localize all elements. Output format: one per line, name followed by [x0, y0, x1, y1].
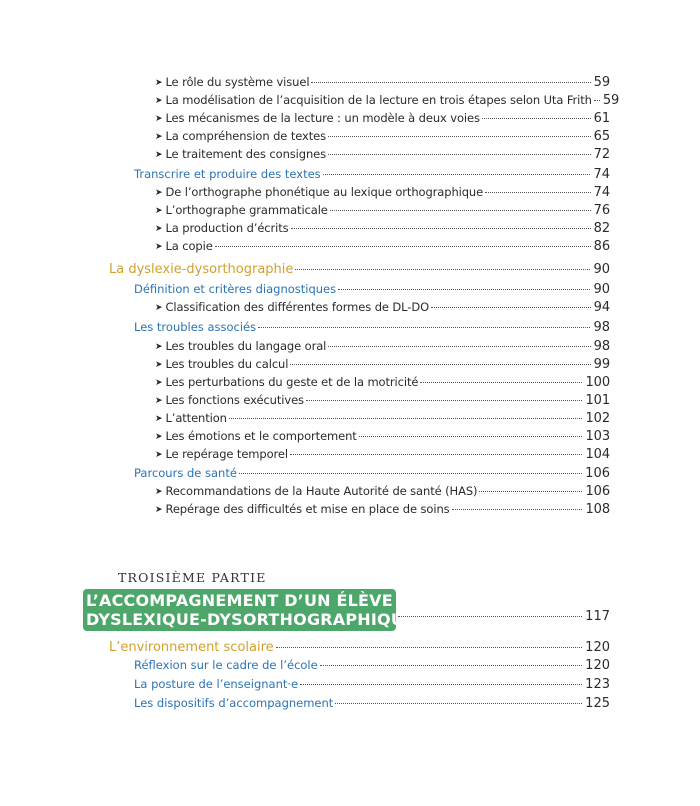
toc-entry-title: Repérage des difficultés et mise en place de soins — [165, 502, 450, 516]
toc-entry-page: 94 — [593, 300, 610, 315]
toc-entry-title: La copie — [165, 239, 213, 253]
toc-entry-page: 74 — [593, 185, 610, 200]
toc-entry-page: 100 — [585, 375, 610, 390]
arrow-right-icon: ➤ — [155, 487, 163, 497]
leader-dots — [452, 509, 583, 510]
toc-chapter-page: 120 — [585, 640, 610, 655]
toc-entry-page: 72 — [593, 147, 610, 162]
arrow-right-icon: ➤ — [155, 505, 163, 515]
toc-section-title: Définition et critères diagnostiques — [134, 282, 337, 296]
toc-entry-title: Le repérage temporel — [165, 447, 288, 461]
leader-dots — [431, 307, 591, 308]
arrow-right-icon: ➤ — [155, 432, 163, 442]
arrow-right-icon: ➤ — [155, 378, 163, 388]
arrow-right-icon: ➤ — [155, 224, 163, 234]
arrow-right-icon: ➤ — [155, 360, 163, 370]
toc-entry[interactable] — [155, 429, 610, 444]
leader-dots — [323, 174, 591, 175]
leader-dots — [311, 82, 590, 83]
toc-entry-title: Le rôle du système visuel — [165, 75, 310, 89]
leader-dots — [320, 665, 582, 666]
toc-entry[interactable] — [155, 300, 610, 315]
toc-section[interactable] — [134, 696, 610, 711]
toc-entry[interactable] — [155, 75, 610, 90]
toc-entry[interactable] — [155, 393, 610, 408]
leader-dots — [276, 647, 583, 648]
toc-section-troubles[interactable] — [134, 320, 610, 335]
leader-dots — [359, 436, 583, 437]
toc-entry-page: 76 — [593, 203, 610, 218]
toc-entry-title: Le traitement des consignes — [165, 147, 326, 161]
toc-entry-title: Les perturbations du geste et de la motricité — [165, 375, 419, 389]
toc-entry-page: 103 — [585, 429, 610, 444]
arrow-right-icon: ➤ — [155, 96, 163, 106]
toc-section-title: Parcours de santé — [134, 466, 237, 480]
toc-entry-title: Les mécanismes de la lecture : un modèle à deux voies — [165, 111, 480, 125]
toc-entry-page: 104 — [585, 447, 610, 462]
toc-entry-page: 106 — [585, 484, 610, 499]
leader-dots — [295, 269, 590, 270]
toc-entry-title: Classification des différentes formes de DL-DO — [165, 300, 430, 314]
leader-dots — [330, 210, 591, 211]
leader-dots — [290, 364, 590, 365]
toc-entry-page: 59 — [593, 75, 610, 90]
toc-section-definition[interactable] — [134, 282, 610, 297]
toc-entry-title: Les fonctions exécutives — [165, 393, 304, 407]
toc-section-page: 74 — [593, 167, 610, 182]
arrow-right-icon: ➤ — [155, 303, 163, 313]
toc-entry[interactable] — [155, 221, 610, 236]
leader-dots — [335, 703, 582, 704]
arrow-right-icon: ➤ — [155, 450, 163, 460]
toc-entry[interactable] — [155, 93, 620, 108]
leader-dots — [229, 418, 583, 419]
leader-dots — [398, 616, 582, 617]
leader-dots — [482, 118, 591, 119]
toc-entry-page: 61 — [593, 111, 610, 126]
toc-chapter-page: 90 — [593, 262, 610, 277]
leader-dots — [291, 228, 591, 229]
toc-section[interactable] — [134, 677, 610, 692]
arrow-right-icon: ➤ — [155, 150, 163, 160]
toc-entry-page: 102 — [585, 411, 610, 426]
toc-entry[interactable] — [155, 239, 610, 254]
toc-entry-page: 65 — [593, 129, 610, 144]
toc-entry-title: Les émotions et le comportement — [165, 429, 357, 443]
toc-entry[interactable] — [155, 411, 610, 426]
toc-chapter-environnement[interactable] — [109, 640, 610, 655]
toc-chapter-dyslexie[interactable] — [109, 262, 610, 277]
leader-dots — [328, 154, 591, 155]
toc-section-page: 106 — [585, 466, 610, 481]
toc-entry[interactable] — [155, 203, 610, 218]
toc-entry[interactable] — [155, 447, 610, 462]
leader-dots — [485, 192, 591, 193]
toc-entry-page: 82 — [593, 221, 610, 236]
toc-entry-page: 99 — [593, 357, 610, 372]
toc-section-title: La posture de l’enseignant·e — [134, 677, 299, 691]
toc-entry-title: L’orthographe grammaticale — [165, 203, 328, 217]
toc-section-title: Réflexion sur le cadre de l’école — [134, 658, 318, 672]
toc-entry-page: 101 — [585, 393, 610, 408]
leader-dots — [300, 684, 582, 685]
toc-part-page: 117 — [585, 609, 610, 624]
arrow-right-icon: ➤ — [155, 78, 163, 88]
toc-entry-page: 86 — [593, 239, 610, 254]
arrow-right-icon: ➤ — [155, 396, 163, 406]
toc-entry-page: 98 — [593, 339, 610, 354]
leader-dots — [479, 491, 582, 492]
toc-entry-page: 59 — [602, 93, 620, 108]
toc-entry-title: La production d’écrits — [165, 221, 289, 235]
toc-section-page: 123 — [585, 677, 610, 692]
toc-entry-title: Les troubles du calcul — [165, 357, 289, 371]
leader-dots — [594, 100, 600, 101]
leader-dots — [420, 382, 582, 383]
toc-section-page: 120 — [585, 658, 610, 673]
toc-entry-title: La modélisation de l’acquisition de la lecture en trois étapes selon Uta Frith — [165, 93, 592, 107]
part-label: TROISIÈME PARTIE — [118, 570, 267, 585]
arrow-right-icon: ➤ — [155, 342, 163, 352]
arrow-right-icon: ➤ — [155, 188, 163, 198]
toc-section-title: Les troubles associés — [134, 320, 257, 334]
arrow-right-icon: ➤ — [155, 206, 163, 216]
arrow-right-icon: ➤ — [155, 414, 163, 424]
toc-section-title: Les dispositifs d’accompagnement — [134, 696, 334, 710]
toc-entry[interactable] — [155, 111, 610, 126]
leader-dots — [328, 346, 590, 347]
toc-entry[interactable] — [155, 375, 610, 390]
toc-entry-page: 108 — [585, 502, 610, 517]
toc-chapter-title: L’environnement scolaire — [109, 640, 274, 655]
toc-entry[interactable] — [155, 484, 610, 499]
toc-part-page-line[interactable] — [396, 609, 610, 624]
toc-entry[interactable] — [155, 339, 610, 354]
toc-section-transcrire[interactable] — [134, 167, 610, 182]
leader-dots — [258, 327, 590, 328]
toc-entry-title: Recommandations de la Haute Autorité de santé (HAS) — [165, 484, 478, 498]
toc-entry-title: L’attention — [165, 411, 227, 425]
toc-entry-title: Les troubles du langage oral — [165, 339, 327, 353]
toc-section-page: 90 — [593, 282, 610, 297]
toc-entry[interactable] — [155, 185, 610, 200]
toc-section-page: 125 — [585, 696, 610, 711]
arrow-right-icon: ➤ — [155, 114, 163, 124]
leader-dots — [239, 473, 582, 474]
leader-dots — [215, 246, 591, 247]
toc-entry-title: De l’orthographe phonétique au lexique orthographique — [165, 185, 484, 199]
toc-entry[interactable] — [155, 129, 610, 144]
arrow-right-icon: ➤ — [155, 132, 163, 142]
toc-entry[interactable] — [155, 357, 610, 372]
arrow-right-icon: ➤ — [155, 242, 163, 252]
toc-section[interactable] — [134, 658, 610, 673]
toc-entry[interactable] — [155, 502, 610, 517]
leader-dots — [338, 289, 590, 290]
toc-chapter-title: La dyslexie-dysorthographie — [109, 262, 294, 277]
leader-dots — [290, 454, 582, 455]
leader-dots — [328, 136, 591, 137]
part-title-line-1: L’ACCOMPAGNEMENT D’UN ÉLÈVE — [86, 591, 393, 610]
part-title[interactable] — [86, 591, 416, 629]
part-title-line-2: DYSLEXIQUE-DYSORTHOGRAPHIQUE — [86, 610, 416, 629]
leader-dots — [306, 400, 583, 401]
toc-entry-title: La compréhension de textes — [165, 129, 326, 143]
toc-section-parcours[interactable] — [134, 466, 610, 481]
toc-entry[interactable] — [155, 147, 610, 162]
toc-section-title: Transcrire et produire des textes — [134, 167, 321, 181]
toc-section-page: 98 — [593, 320, 610, 335]
